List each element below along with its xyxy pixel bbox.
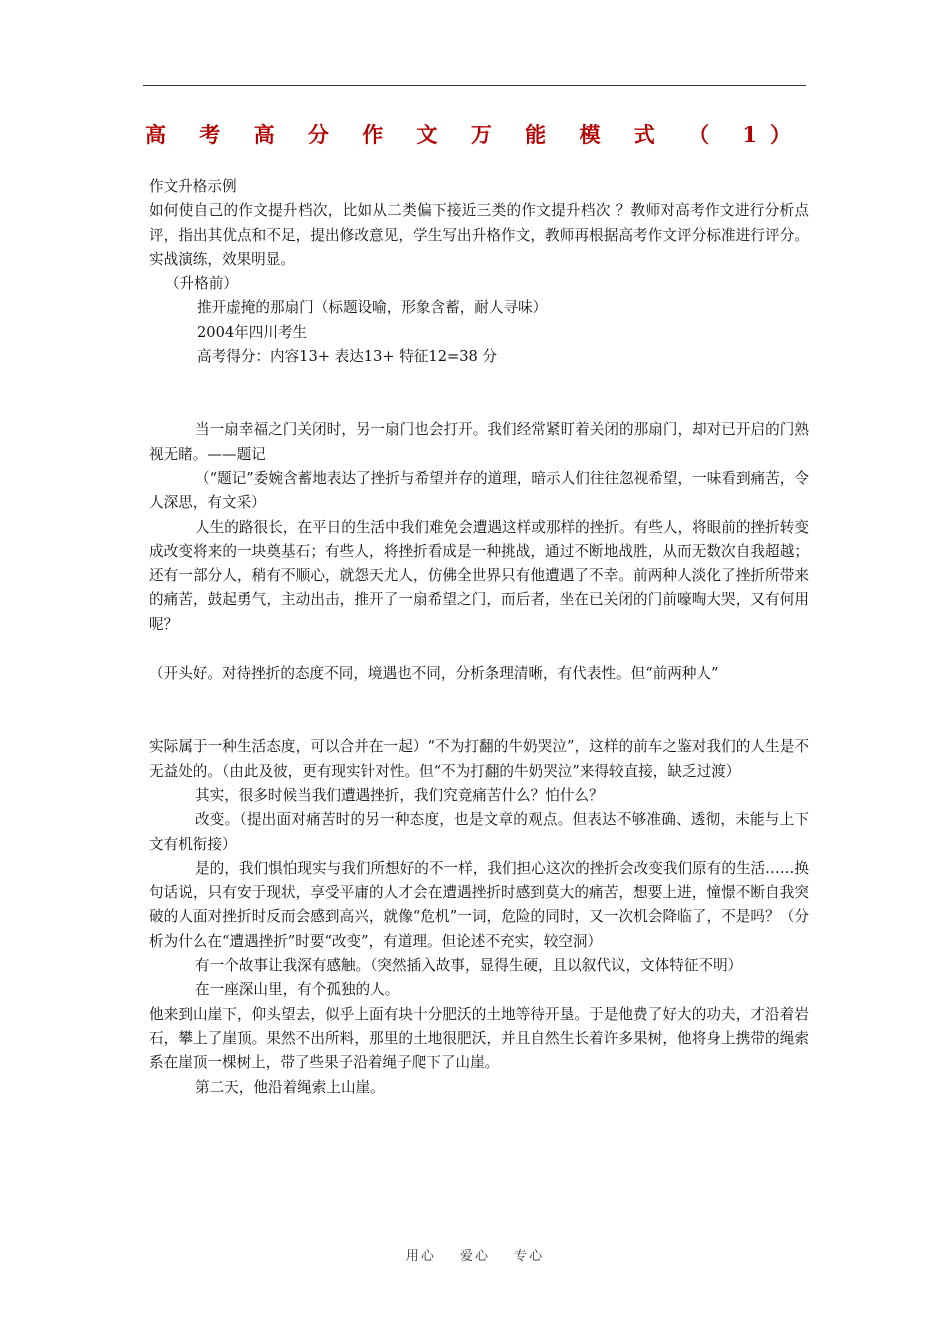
story-paragraph: 第二天，他沿着绳索上山崖。 (195, 1078, 385, 1096)
epigraph: 当一扇幸福之门关闭时，另一扇门也会打开。我们经常紧盯着关闭的那扇门，却对已开启的门熟视无睹。——题记 (149, 421, 809, 463)
spacer (149, 637, 809, 662)
comment-paragraph: （开头好。对待挫折的态度不同，境遇也不同，分析条理清晰，有代表性。但“前两种人” (149, 665, 719, 683)
version-label: （升格前） (165, 275, 238, 293)
body-paragraph: 是的，我们惧怕现实与我们所想好的不一样，我们担心这次的挫折会改变我们原有的生活……换句话说，只有安于现状，享受平庸的人才会在遭遇挫折时感到莫大的痛苦，想要上进，憧憬不断自我突破的人面对挫折时反而会感到高兴，就像“危机”一词，危险的同时，又一次机会降临了，不是吗？（分析为什么在“遭遇挫折”时要“改变”，有道理。但论述不充实，较空洞） (149, 859, 809, 950)
story-paragraph: 他来到山崖下，仰头望去，似乎上面有块十分肥沃的土地等待开垦。于是他费了好大的功夫，才沿着岩石，攀上了崖顶。果然不出所料，那里的土地很肥沃，并且自然生长着许多果树，他将身上携带的绳索系在崖顶一棵树上，带了些果子沿着绳子爬下了山崖。 (149, 1005, 809, 1072)
body-paragraph: 人生的路很长，在平日的生活中我们难免会遭遇这样或那样的挫折。有些人，将眼前的挫折转变成改变将来的一块奠基石；有些人，将挫折看成是一种挑战，通过不断地战胜，从而无数次自我超越；还有一部分人，稍有不顺心，就怨天尤人，仿佛全世界只有他遭遇了不幸。前两种人淡化了挫折所带来的痛苦，鼓起勇气，主动出击，推开了一扇希望之门，而后者，坐在已关闭的门前嚎啕大哭，又有何用呢？ (149, 518, 809, 633)
essay-author: 2004年四川考生 (197, 323, 308, 341)
body-paragraph: 改变。（提出面对痛苦时的另一种态度，也是文章的观点。但表达不够准确、透彻，未能与上下文有机衔接） (149, 811, 809, 853)
body-paragraph: 有一个故事让我深有感触。（突然插入故事，显得生硬，且以叙代议，文体特征不明） (195, 957, 743, 975)
body-paragraph: 其实，很多时候当我们遭遇挫折，我们究竟痛苦什么？怕什么？ (195, 786, 604, 804)
page-footer: 用心 爱心 专心 (405, 1249, 545, 1264)
section-heading: 作文升格示例 (149, 178, 237, 195)
intro-paragraph: 如何使自己的作文提升档次，比如从二类偏下接近三类的作文提升档次 ？教师对高考作文进行分析点评，指出其优点和不足，提出修改意见，学生写出升格作文，教师再根据高考作文评分标准进行评分。实战演练，效果明显。 (149, 202, 809, 268)
header-rule (143, 85, 806, 86)
epigraph-comment: （“题记”委婉含蓄地表达了挫折与希望并存的道理，暗示人们往往忽视希望，一味看到痛苦，令人深思，有文采） (149, 469, 809, 512)
essay-title: 推开虚掩的那扇门（标题设喻，形象含蓄，耐人寻味） (197, 299, 548, 317)
document-body (149, 175, 809, 1100)
spacer (149, 686, 809, 735)
document-title: 高 考 高 分 作 文 万 能 模 式 （ 1） (144, 122, 805, 147)
story-paragraph: 在一座深山里，有个孤独的人。 (195, 981, 400, 999)
spacer (149, 369, 809, 418)
body-paragraph: 实际属于一种生活态度，可以合并在一起）“不为打翻的牛奶哭泣”，这样的前车之鉴对我们的人生是不无益处的。（由此及彼，更有现实针对性。但“不为打翻的牛奶哭泣”来得较直接，缺乏过渡） (149, 738, 809, 780)
essay-score: 高考得分：内容13+ 表达13+ 特征12=38 分 (197, 348, 498, 366)
